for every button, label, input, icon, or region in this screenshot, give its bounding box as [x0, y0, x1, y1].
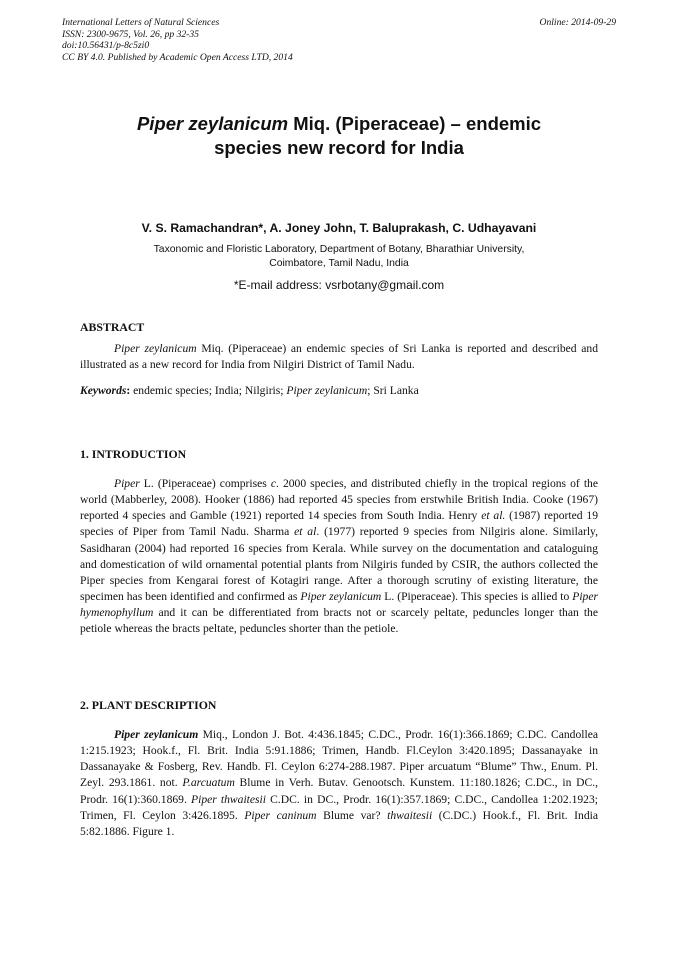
desc-synonym-3: Piper caninum: [244, 808, 317, 822]
intro-text-6: and it can be differentiated from bracts not or scarcely peltate, peduncles longer than the petiole whereas the bracts peltate, peduncles shorter than the petiole.: [80, 606, 598, 636]
abstract-text: [80, 341, 598, 373]
intro-text-4: . (1977) reported 9 species from Nilgiris alone. Similarly, Sasidharan (2004) had reported 16 species from Kerala. While survey on the documentation and cataloguing and domestication of wild ornamental potential plants from Nilgiris funded by CSIR, the authors collected the Piper species from Kengarai forest of Kotagiri range. After a thorough scrutiny of existing literature, the specimen has been identified and confirmed as: [80, 525, 598, 604]
keywords-text: endemic species; India; Nilgiris;: [130, 384, 287, 397]
title-rest: Miq. (Piperaceae) – endemic: [288, 113, 542, 134]
intro-text-1: L. (Piperaceae) comprises: [139, 477, 271, 490]
intro-etal-1: et al.: [481, 509, 506, 523]
paper-title: [80, 112, 598, 160]
intro-circa: c: [270, 477, 276, 490]
desc-text-5: (C.DC.) Hook.f., Fl. Brit. India 5:82.1886. Figure 1.: [80, 808, 598, 838]
keywords-label: Keywords: [80, 384, 127, 397]
introduction-paragraph: [80, 476, 598, 638]
intro-etal-2: et al: [294, 525, 317, 539]
title-line-2: species new record for India: [214, 137, 464, 158]
plant-description-heading: 2. PLANT DESCRIPTION: [80, 698, 217, 712]
doi-line: doi:10.56431/p-8c5zi0: [62, 40, 150, 52]
desc-variety: thwaitesii: [387, 808, 433, 822]
affiliation: [80, 243, 598, 271]
journal-name: International Letters of Natural Sciences: [62, 17, 220, 28]
affiliation-line-1: Taxonomic and Floristic Laboratory, Department of Botany, Bharathiar University,: [153, 244, 525, 255]
intro-text-3: (1987) reported 19 species of Piper from Tamil Nadu. Sharma: [80, 509, 599, 539]
keywords-colon: :: [126, 384, 131, 397]
desc-synonym-2: Piper thwaitesii: [191, 792, 267, 806]
affiliation-line-2: Coimbatore, Tamil Nadu, India: [269, 258, 409, 269]
desc-species: Piper zeylanicum: [114, 728, 199, 741]
desc-text-2: Blume in Verh. Butav. Genootsch. Kunstem. 11:180.1826; C.DC., in DC., Prodr. 16(1):360.1869.: [80, 776, 598, 806]
desc-synonym-1: P.arcuatum: [182, 776, 235, 790]
issn-line: ISSN: 2300-9675, Vol. 26, pp 32-35: [62, 28, 199, 40]
intro-text-2: . 2000 species, and distributed chiefly in the tropical regions of the world (Mabberley, 2008). Hooker (1886) had reported 45 species from erstwhile British India. Cooke (1967) reported 4 species and Gamble (1921) reported 14 species from South India. Henry: [80, 477, 598, 523]
intro-text-5: L. (Piperaceae). This species is allied to: [381, 590, 573, 604]
title-line-1: [80, 112, 598, 136]
keywords: [80, 383, 598, 399]
intro-genus: Piper: [114, 477, 140, 490]
keywords-species: Piper zeylanicum: [286, 384, 368, 397]
desc-text-1: Miq., London J. Bot. 4:436.1845; C.DC., Prodr. 16(1):366.1869; C.DC. Candollea 1:215.1923; Hook.f., Fl. Brit. India 5:91.1886; Trimen, Handb. Fl.Ceylon 3:420.1895; Dassanayake in Dassanayake & Fosberg, Rev. Handb. Fl. Ceylon 6:274-288.1987. Piper arcuatum “Blume” Thw., Enum. Pl. Zeyl. 293.1861. not.: [80, 728, 598, 790]
introduction-heading: 1. INTRODUCTION: [80, 447, 187, 461]
intro-species-2: Piper hymenophyllum: [80, 590, 598, 620]
intro-species-1: Piper zeylanicum: [300, 590, 382, 604]
author-list: V. S. Ramachandran*, A. Joney John, T. Baluprakash, C. Udhayavani: [141, 221, 537, 235]
license-line: CC BY 4.0. Published by Academic Open Access LTD, 2014: [62, 51, 293, 63]
corresponding-email: *E-mail address: vsrbotany@gmail.com: [233, 278, 445, 292]
desc-text-3: C.DC. in DC., Prodr. 16(1):357.1869; C.DC., Candollea 1:202.1923; Trimen, Fl. Ceylon 3:426.1895.: [80, 792, 598, 822]
abstract-body: Miq. (Piperaceae) an endemic species of Sri Lanka is reported and described and illustrated as a new record for India from Nilgiri District of Tamil Nadu.: [80, 342, 599, 372]
title-species: Piper zeylanicum: [136, 113, 289, 134]
online-date: Online: 2014-09-29: [539, 17, 616, 28]
plant-description-paragraph: [80, 727, 598, 840]
keywords-text-end: ; Sri Lanka: [367, 384, 419, 397]
desc-text-4: Blume var?: [316, 808, 388, 822]
abstract-heading: ABSTRACT: [80, 320, 145, 334]
abstract-species: Piper zeylanicum: [114, 342, 197, 355]
running-header: [62, 17, 616, 63]
